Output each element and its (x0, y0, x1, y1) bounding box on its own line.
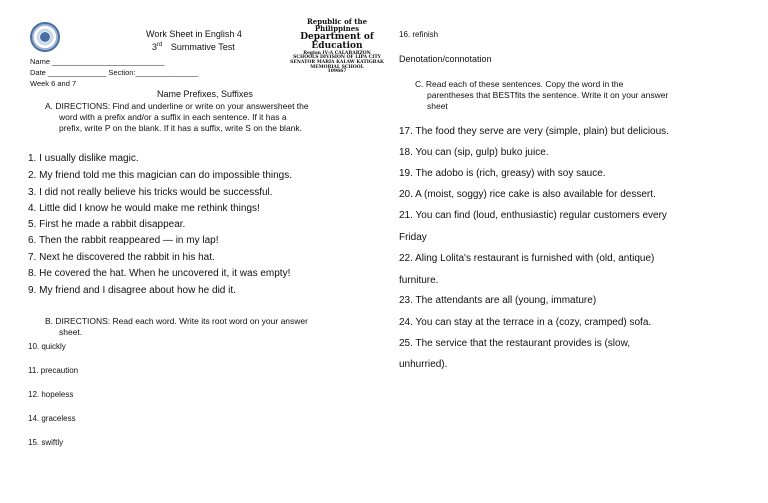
test-title: 3rd Summative Test (152, 42, 235, 52)
list-item: 20. A (moist, soggy) rice cake is also available for dessert. (399, 189, 656, 200)
list-item: 23. The attendants are all (young, immature) (399, 295, 597, 306)
week-label: Week 6 and 7 (30, 79, 77, 88)
section-a-directions: A. DIRECTIONS: Find and underline or write on your answersheet the word with a prefix and/or a suffix in each sentence. If it has a prefix, write P on the blank. If it has a suffix, write S on the blank. (45, 101, 309, 134)
list-item: 10. quickly (28, 342, 66, 351)
list-item: 15. swiftly (28, 438, 64, 447)
list-item: 4. Little did I know he would make me rethink things! (28, 203, 260, 214)
list-item: 24. You can stay at the terrace in a (cozy, cramped) sofa. (399, 317, 652, 328)
deped-header: Republic of the Philippines Department of Education Region IV-A CALABARZON SCHOOLS DIVISION OF LIPA CITY SENATOR MARIA KALAW KATIGBAK MEMORIAL SCHOOL 109667 (290, 17, 384, 75)
list-item: 8. He covered the hat. When he uncovered it, it was empty! (28, 268, 291, 279)
section-title: Name Prefixes, Suffixes (157, 89, 253, 99)
list-item: 16. refinish (399, 30, 439, 39)
list-item: 1. I usually dislike magic. (28, 153, 139, 164)
list-item: 11. precaution (28, 366, 79, 375)
list-item: 6. Then the rabbit reappeared — in my lap! (28, 235, 219, 246)
list-item: 12. hopeless (28, 390, 74, 399)
list-item: 18. You can (sip, gulp) buko juice. (399, 147, 549, 158)
list-item: 21. You can find (loud, enthusiastic) regular customers every (399, 210, 667, 221)
name-field[interactable]: Name ___________________________ (30, 57, 165, 66)
list-item: unhurried). (399, 359, 448, 370)
list-item: 3. I did not really believe his tricks would be successful. (28, 187, 273, 198)
denotation-heading: Denotation/connotation (399, 54, 492, 64)
list-item: 19. The adobo is (rich, greasy) with soy sauce. (399, 168, 606, 179)
section-c-directions: C. Read each of these sentences. Copy the word in the parentheses that BESTfits the sentence. Write it on your answer sheet (415, 79, 669, 112)
list-item: 14. graceless (28, 414, 76, 423)
section-b-directions: B. DIRECTIONS: Read each word. Write its root word on your answer sheet. (45, 316, 308, 338)
list-item: 22. Aling Lolita's restaurant is furnished with (old, antique) (399, 253, 655, 264)
worksheet-title: Work Sheet in English 4 (146, 29, 242, 39)
list-item: Friday (399, 232, 427, 243)
list-item: 25. The service that the restaurant provides is (slow, (399, 338, 631, 349)
list-item: 5. First he made a rabbit disappear. (28, 219, 186, 230)
list-item: 7. Next he discovered the rabbit in his hat. (28, 252, 215, 263)
date-section-field[interactable]: Date ______________ Section:_______________ (30, 68, 199, 77)
list-item: 9. My friend and I disagree about how he did it. (28, 285, 236, 296)
school-seal-icon (30, 22, 60, 52)
list-item: 17. The food they serve are very (simple, plain) but delicious. (399, 126, 669, 137)
list-item: 2. My friend told me this magician can do impossible things. (28, 170, 293, 181)
list-item: furniture. (399, 275, 439, 286)
